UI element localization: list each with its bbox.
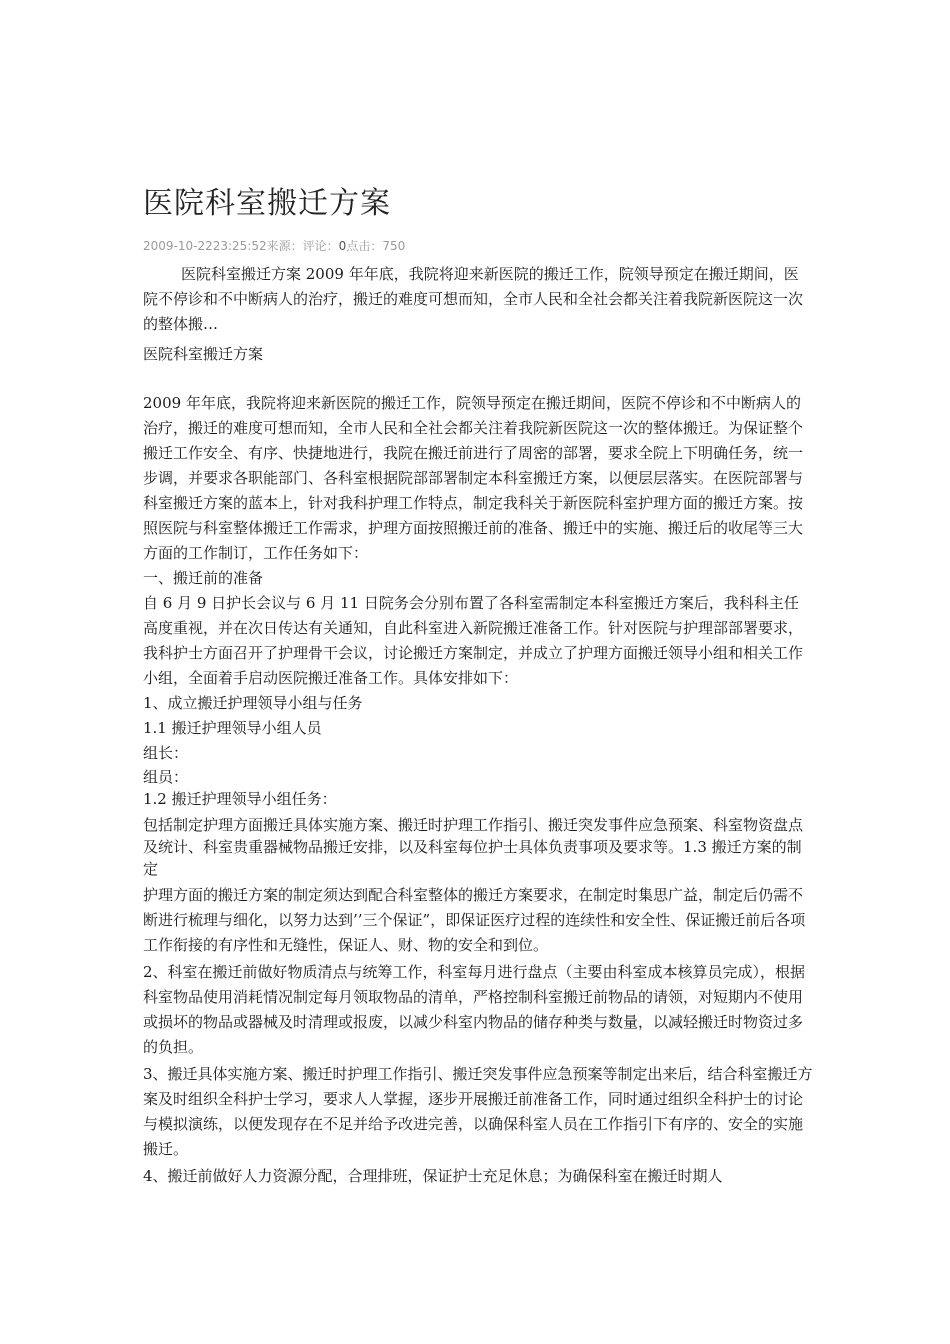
paragraph: 4、搬迁前做好人力资源分配，合理排班，保证护士充足休息；为确保科室在搬迁时期人 [143,1167,723,1185]
list-item-heading: 1.1 搬迁护理领导小组人员 [143,719,322,737]
meta-click-count: 750 [382,239,406,253]
paragraph: 3、搬迁具体实施方案、搬迁时护理工作指引、搬迁突发事件应急预案等制定出来后，结合科室搬迁方案及时组织全科护士学习，要求人人掌握，逐步开展搬迁前准备工作，同时通过组织全科护士的讨论与模拟演练，以便发现存在不足并给予改进完善，以确保科室人员在工作指引下有序的、安全的实施搬迁。 [143,1065,813,1158]
paragraph: 护理方面的搬迁方案的制定须达到配合科室整体的搬迁方案要求，在制定时集思广益，制定后仍需不断进行梳理与细化，以努力达到’’三个保证”，即保证医疗过程的连续性和安全性、保证搬迁前后各项工作衔接的有序性和无缝性，保证人、财、物的安全和到位。 [143,886,806,954]
article-body [143,391,813,1189]
article-summary: 医院科室搬迁方案 2009 年年底，我院将迎来新医院的搬迁工作，院领导预定在搬迁期间，医院不停诊和不中断病人的治疗，搬迁的难度可想而知，全市人民和全社会都关注着我院新医院这一次的整体搬… [143,265,804,333]
paragraph: 包括制定护理方面搬迁具体实施方案、搬迁时护理工作指引、搬迁突发事件应急预案、科室物资盘点及统计、科室贵重器械物品搬迁安排，以及科室每位护士具体负责事项及要求等。1.3 搬迁方案的制定 [143,816,804,878]
article-subtitle: 医院科室搬迁方案 [143,345,264,363]
paragraph: 自 6 月 9 日护长会议与 6 月 11 日院务会分别布置了各科室需制定本科室搬迁方案后，我科科主任高度重视，并在次日传达有关通知，自此科室进入新院搬迁准备工作。针对医院与护理部部署要求，我科护士方面召开了护理骨干会议，讨论搬迁方案制定，并成立了护理方面搬迁领导小组和相关工作小组，全面着手启动医院搬迁准备工作。具体安排如下： [143,594,804,687]
meta-click-label: 点击： [346,239,383,253]
list-item-heading: 1、成立搬迁护理领导小组与任务 [143,694,363,712]
meta-date: 2009-10-2223:25:52 [143,239,267,253]
paragraph-intro: 2009 年年底，我院将迎来新医院的搬迁工作，院领导预定在搬迁期间，医院不停诊和不中断病人的治疗，搬迁的难度可想而知，全市人民和全社会都关注着我院新医院这一次的整体搬迁。为保证整个搬迁工作安全、有序、快捷地进行，我院在搬迁前进行了周密的部署，要求全院上下明确任务，统一步调，并要求各职能部门、各科室根据院部部署制定本科室搬迁方案，以便层层落实。在医院部署与科室搬迁方案的蓝本上，针对我科护理工作特点，制定我科关于新医院科室护理方面的搬迁方案。按照医院与科室整体搬迁工作需求，护理方面按照搬迁前的准备、搬迁中的实施、搬迁后的收尾等三大方面的工作制订，工作任务如下： [143,394,804,562]
list-item-heading: 1.2 搬迁护理领导小组任务： [143,790,337,808]
meta-comment-label: 评论： [302,239,339,253]
meta-comment-count: 0 [338,239,347,253]
list-item: 组员： [143,768,189,786]
article-meta [143,237,405,254]
meta-source-label: 来源： [266,239,303,253]
article-title: 医院科室搬迁方案 [143,186,391,221]
section-heading: 一、搬迁前的准备 [143,569,264,587]
paragraph: 2、科室在搬迁前做好物质清点与统筹工作，科室每月进行盘点（主要由科室成本核算员完成），根据科室物品使用消耗情况制定每月领取物品的清单，严格控制科室搬迁前物品的请领，对短期内不使用或损坏的物品或器械及时清理或报废，以减少科室内物品的储存种类与数量，以减轻搬迁时物资过多的负担。 [143,963,806,1056]
list-item: 组长： [143,744,189,762]
